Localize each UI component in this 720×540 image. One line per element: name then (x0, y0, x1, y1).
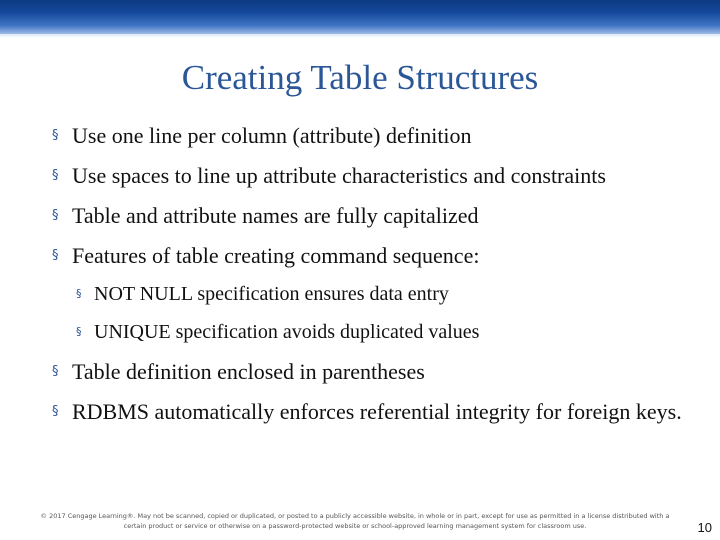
bullet-marker: § (52, 364, 59, 379)
bullet-text: NOT NULL specification ensures data entry (94, 283, 449, 305)
bullet-list (52, 120, 702, 436)
slide-title: Creating Table Structures (181, 58, 539, 97)
copyright-line: © 2017 Cengage Learning®. May not be scanned, copied or duplicated, or posted to a publicly accessible website, in whole or in part, except for use as permitted in a license distributed with a (40, 512, 670, 520)
bullet-text: Use spaces to line up attribute characteristics and constraints (72, 163, 606, 188)
bullet-marker: § (52, 128, 59, 143)
bullet-text: Table definition enclosed in parentheses (72, 359, 425, 384)
copyright-line: certain product or service or otherwise on a password-protected website or school-approved learning management system for classroom use. (123, 522, 587, 530)
copyright-footer (40, 511, 670, 531)
bullet-text: UNIQUE specification avoids duplicated values (94, 321, 480, 343)
page-number: 10 (697, 520, 712, 535)
sub-bullet-item (52, 318, 702, 346)
bullet-marker: § (52, 404, 59, 419)
bullet-marker: § (52, 248, 59, 263)
bullet-item (52, 356, 702, 388)
bullet-marker: § (52, 168, 59, 183)
bullet-item (52, 200, 702, 232)
header-bar-fade (0, 34, 720, 38)
bullet-text: Table and attribute names are fully capitalized (72, 203, 479, 228)
bullet-marker: § (76, 325, 82, 338)
bullet-marker: § (76, 287, 82, 300)
bullet-text: Features of table creating command sequence: (72, 243, 480, 268)
bullet-text: Use one line per column (attribute) definition (72, 123, 472, 148)
bullet-marker: § (52, 208, 59, 223)
bullet-item (52, 120, 702, 152)
sub-bullet-item (52, 280, 702, 308)
bullet-text: RDBMS automatically enforces referential integrity for foreign keys. (72, 399, 682, 424)
bullet-item (52, 396, 702, 428)
bullet-item (52, 240, 702, 272)
header-bar (0, 0, 720, 34)
bullet-item (52, 160, 702, 192)
